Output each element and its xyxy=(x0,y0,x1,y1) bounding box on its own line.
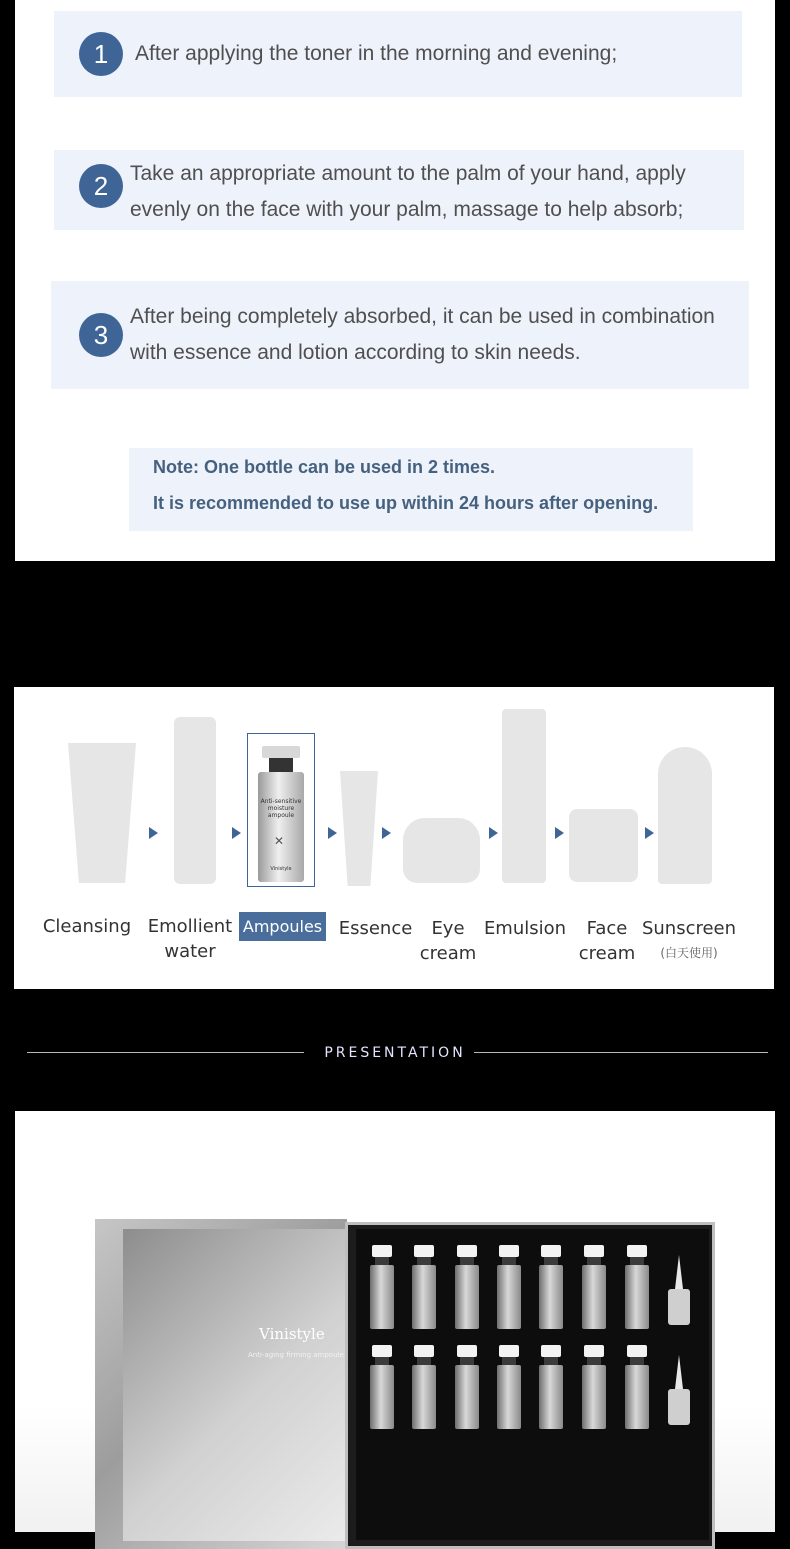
product-photo-section xyxy=(15,1111,775,1532)
step-1-number-badge: 1 xyxy=(79,32,123,76)
face-cream-product-image xyxy=(569,809,638,882)
label-essence: Essence xyxy=(338,918,413,939)
label-emollient-water: Emollient water xyxy=(147,916,233,962)
ampoule-vial xyxy=(582,1245,606,1329)
step-2-text-line-2: evenly on the face with your palm, massage to help absorb; xyxy=(130,198,684,221)
usage-steps-section xyxy=(15,0,775,561)
divider-right xyxy=(474,1052,768,1053)
ampoule-vial xyxy=(497,1245,521,1329)
step-2-number-badge: 2 xyxy=(79,164,123,208)
ampoule-text-3: ampoule xyxy=(267,812,295,819)
ampoule-vial xyxy=(625,1245,649,1329)
label-sunscreen: Sunscreen (白天使用) xyxy=(639,916,739,966)
ampoule-vial xyxy=(455,1245,479,1329)
arrow-icon xyxy=(489,827,498,839)
ampoule-vial xyxy=(455,1345,479,1429)
essence-product-image xyxy=(340,771,378,886)
ampoule-vial xyxy=(539,1345,563,1429)
arrow-icon xyxy=(328,827,337,839)
step-1-text-line-1: After applying the toner in the morning and evening; xyxy=(135,42,618,65)
ampoule-product-image xyxy=(247,733,315,887)
step-3-text-line-1: After being completely absorbed, it can be used in combination xyxy=(130,305,715,328)
ampoule-vial xyxy=(412,1245,436,1329)
emulsion-product-image xyxy=(502,709,546,883)
sunscreen-daytime-note: (白天使用) xyxy=(660,946,718,960)
arrow-icon xyxy=(645,827,654,839)
arrow-icon xyxy=(382,827,391,839)
dropper-icon xyxy=(666,1255,692,1327)
vial-tray xyxy=(356,1229,709,1540)
emollient-water-product-image xyxy=(174,717,216,884)
skincare-routine-section xyxy=(14,687,774,989)
note-line-1: Note: One bottle can be used in 2 times. xyxy=(153,457,496,477)
note-line-2: It is recommended to use up within 24 hours after opening. xyxy=(153,493,659,513)
ampoule-vial xyxy=(582,1345,606,1429)
label-eye-cream: Eye cream xyxy=(419,918,477,964)
ampoule-brand-text: Vinistyle xyxy=(270,866,292,872)
divider-left xyxy=(27,1052,304,1053)
dropper-icon xyxy=(666,1355,692,1427)
box-lid-panel xyxy=(123,1229,349,1541)
molecule-icon: ✕ xyxy=(274,834,285,848)
ampoule-vial xyxy=(539,1245,563,1329)
label-cleansing: Cleansing xyxy=(42,916,132,937)
arrow-icon xyxy=(555,827,564,839)
presentation-heading: PRESENTATION xyxy=(324,1045,466,1061)
ampoule-text-2: moisture xyxy=(267,805,295,812)
step-3-card xyxy=(51,281,749,389)
arrow-icon xyxy=(149,827,158,839)
ampoule-vial xyxy=(370,1345,394,1429)
label-face-cream: Face cream xyxy=(578,918,636,964)
sunscreen-product-image xyxy=(658,747,712,884)
label-emulsion: Emulsion xyxy=(483,918,567,939)
step-2-text-line-1: Take an appropriate amount to the palm of your hand, apply xyxy=(130,162,686,185)
usage-note xyxy=(129,448,693,531)
box-subtitle: Anti-aging firming ampoule xyxy=(248,1351,344,1359)
ampoule-vial xyxy=(625,1345,649,1429)
ampoule-text-1: Anti-sensitive xyxy=(260,798,302,805)
ampoule-vial xyxy=(370,1245,394,1329)
arrow-icon xyxy=(232,827,241,839)
cleansing-product-image xyxy=(68,743,136,883)
label-ampoules-active: Ampoules xyxy=(239,912,326,941)
eye-cream-product-image xyxy=(403,818,480,883)
ampoule-vial xyxy=(412,1345,436,1429)
step-2-card xyxy=(54,150,744,230)
step-3-number-badge: 3 xyxy=(79,313,123,357)
step-3-text-line-2: with essence and lotion according to skin needs. xyxy=(130,341,581,364)
box-brand-logo: Vinistyle xyxy=(259,1325,325,1343)
step-1-card xyxy=(54,11,742,97)
ampoule-vial xyxy=(497,1345,521,1429)
